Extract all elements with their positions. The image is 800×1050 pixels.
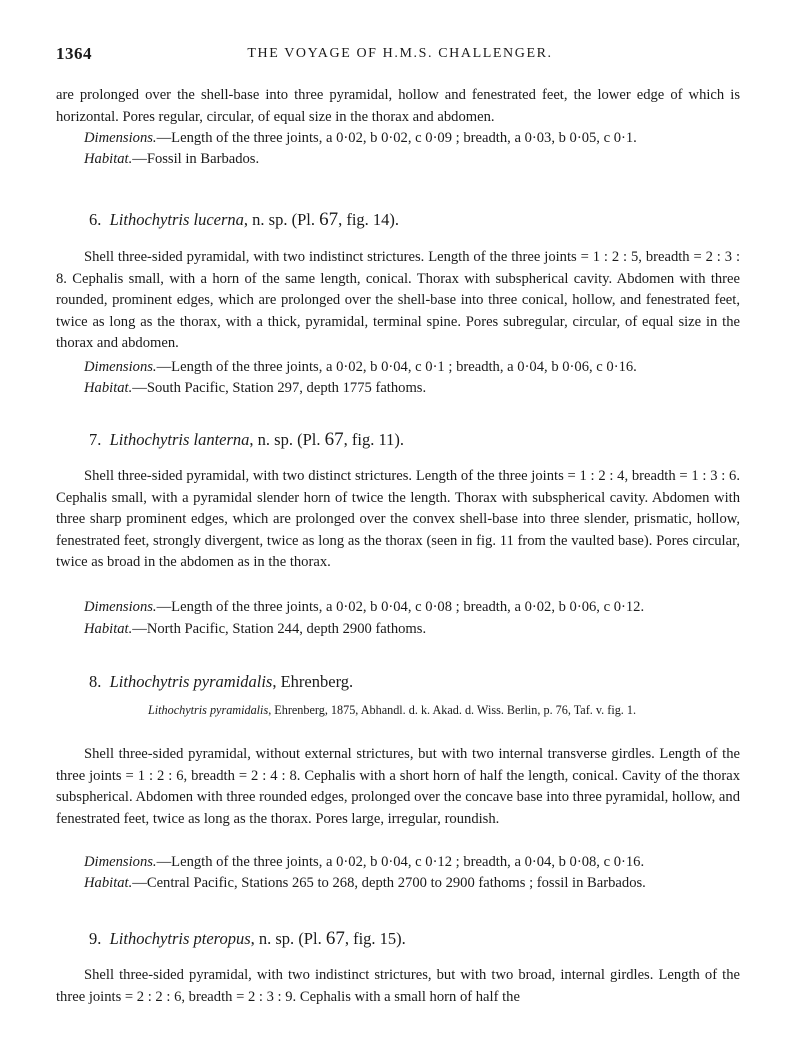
species-heading <box>89 928 406 950</box>
habitat-text: —South Pacific, Station 297, depth 1775 fathoms. <box>132 380 427 396</box>
dimensions-text: —Length of the three joints, a 0·02, b 0·04, c 0·08 ; breadth, a 0·02, b 0·06, c 0·12. <box>156 599 645 615</box>
species-authority: , n. sp. <box>243 210 288 229</box>
species-authority: , n. sp. <box>250 929 295 948</box>
species-name: Lithochytris lanterna <box>109 430 250 449</box>
synonym-reference <box>148 700 740 720</box>
intro-paragraph: are prolonged over the shell-base into three pyramidal, hollow and fenestrated feet, the lower edge of which is horizontal. Pores regular, circular, of equal size in the thorax and abdomen. <box>56 87 740 125</box>
plate-number: 67 <box>325 928 345 949</box>
plate-prefix: (Pl. <box>298 929 326 948</box>
dimensions-label: Dimensions. <box>84 599 157 615</box>
plate-suffix: , fig. 11). <box>343 430 404 449</box>
species-habitat <box>84 378 744 399</box>
species-dimensions <box>84 597 744 618</box>
species-description: Shell three-sided pyramidal, without external strictures, but with two internal transverse girdles. Length of the three joints = 1 : 2 : 6, breadth = 2 : 4 : 8. Cephalis with a short horn of half the length, conical. Cavity of the thorax subspherical. Abdomen with three rounded edges, prolonged over the concave base into three pyramidal, hollow, and fenestrated feet, twice as long as the thorax. Pores large, irregular, roundish. <box>56 746 740 827</box>
habitat-text: —Central Pacific, Stations 265 to 268, depth 2700 to 2900 fathoms ; fossil in Barbados. <box>132 875 646 891</box>
species-number: 7. <box>89 430 102 449</box>
species-number: 9. <box>89 929 102 948</box>
species-heading <box>89 209 399 231</box>
page-header <box>56 44 744 64</box>
habitat-text: —North Pacific, Station 244, depth 2900 fathoms. <box>132 621 427 637</box>
species-number: 8. <box>89 672 102 691</box>
plate-prefix: (Pl. <box>297 430 325 449</box>
plate-prefix: (Pl. <box>291 210 320 229</box>
running-title: THE VOYAGE OF H.M.S. CHALLENGER. <box>247 46 553 61</box>
species-authority: , Ehrenberg. <box>272 672 354 691</box>
species-number: 6. <box>89 210 102 229</box>
species-description: Shell three-sided pyramidal, with two indistinct strictures, but with two broad, internal girdles. Length of the three joints = 2 : 2 : 6, breadth = 2 : 3 : 9. Cephalis with a small horn of half the <box>56 967 740 1005</box>
plate-suffix: , fig. 14). <box>338 210 400 229</box>
species-habitat <box>84 873 744 894</box>
species-name: Lithochytris pyramidalis <box>109 672 273 691</box>
habitat-text: —Fossil in Barbados. <box>132 151 260 167</box>
species-dimensions <box>84 357 744 378</box>
species-dimensions <box>84 852 744 873</box>
dimensions-label: Dimensions. <box>84 130 157 146</box>
intro-dimensions <box>84 128 744 149</box>
habitat-label: Habitat. <box>84 151 133 167</box>
dimensions-text: —Length of the three joints, a 0·02, b 0·04, c 0·1 ; breadth, a 0·04, b 0·06, c 0·16. <box>156 359 637 375</box>
plate-suffix: , fig. 15). <box>344 929 406 948</box>
species-name: Lithochytris pteropus <box>109 929 251 948</box>
synonym-name: Lithochytris pyramidalis <box>148 703 269 717</box>
species-heading <box>89 671 353 693</box>
habitat-label: Habitat. <box>84 380 133 396</box>
species-description: Shell three-sided pyramidal, with two indistinct strictures. Length of the three joints = 1 : 2 : 5, breadth = 2 : 3 : 8. Cephalis small, with a horn of the same length, conical. Thorax with subspherical cavity. Abdomen with three rounded, prominent edges, which are prolonged over the shell-base into three conical, hollow, and fenestrated feet, twice as long as the thorax, with a thick, pyramidal, terminal spine. Pores subregular, circular, of equal size in the thorax and abdomen. <box>56 249 740 352</box>
species-authority: , n. sp. <box>249 430 293 449</box>
plate-number: 67 <box>324 429 344 450</box>
habitat-label: Habitat. <box>84 621 133 637</box>
dimensions-label: Dimensions. <box>84 359 157 375</box>
dimensions-text: —Length of the three joints, a 0·02, b 0·02, c 0·09 ; breadth, a 0·03, b 0·05, c 0·1. <box>156 130 637 146</box>
page-number: 1364 <box>56 44 92 63</box>
plate-number: 67 <box>319 209 339 230</box>
dimensions-text: —Length of the three joints, a 0·02, b 0·04, c 0·12 ; breadth, a 0·04, b 0·08, c 0·16. <box>156 854 645 870</box>
species-description: Shell three-sided pyramidal, with two distinct strictures. Length of the three joints = 1 : 2 : 4, breadth = 1 : 3 : 6. Cephalis small, with a pyramidal slender horn of twice the length. Thorax with subspherical cavity. Abdomen with three sharp prominent edges, which are prolonged over the convex shell-base into three slender, prismatic, hollow, fenestrated feet, strongly divergent, twice as long as the thorax (seen in fig. 11 from the vaulted base). Pores circular, twice as broad in the abdomen as in the thorax. <box>56 468 740 571</box>
dimensions-label: Dimensions. <box>84 854 157 870</box>
species-habitat <box>84 619 744 640</box>
habitat-label: Habitat. <box>84 875 133 891</box>
synonym-text: , Ehrenberg, 1875, Abhandl. d. k. Akad. d. Wiss. Berlin, p. 76, Taf. v. fig. 1. <box>268 703 637 717</box>
species-name: Lithochytris lucerna <box>109 210 244 229</box>
species-heading <box>89 429 404 451</box>
intro-habitat <box>84 149 744 170</box>
